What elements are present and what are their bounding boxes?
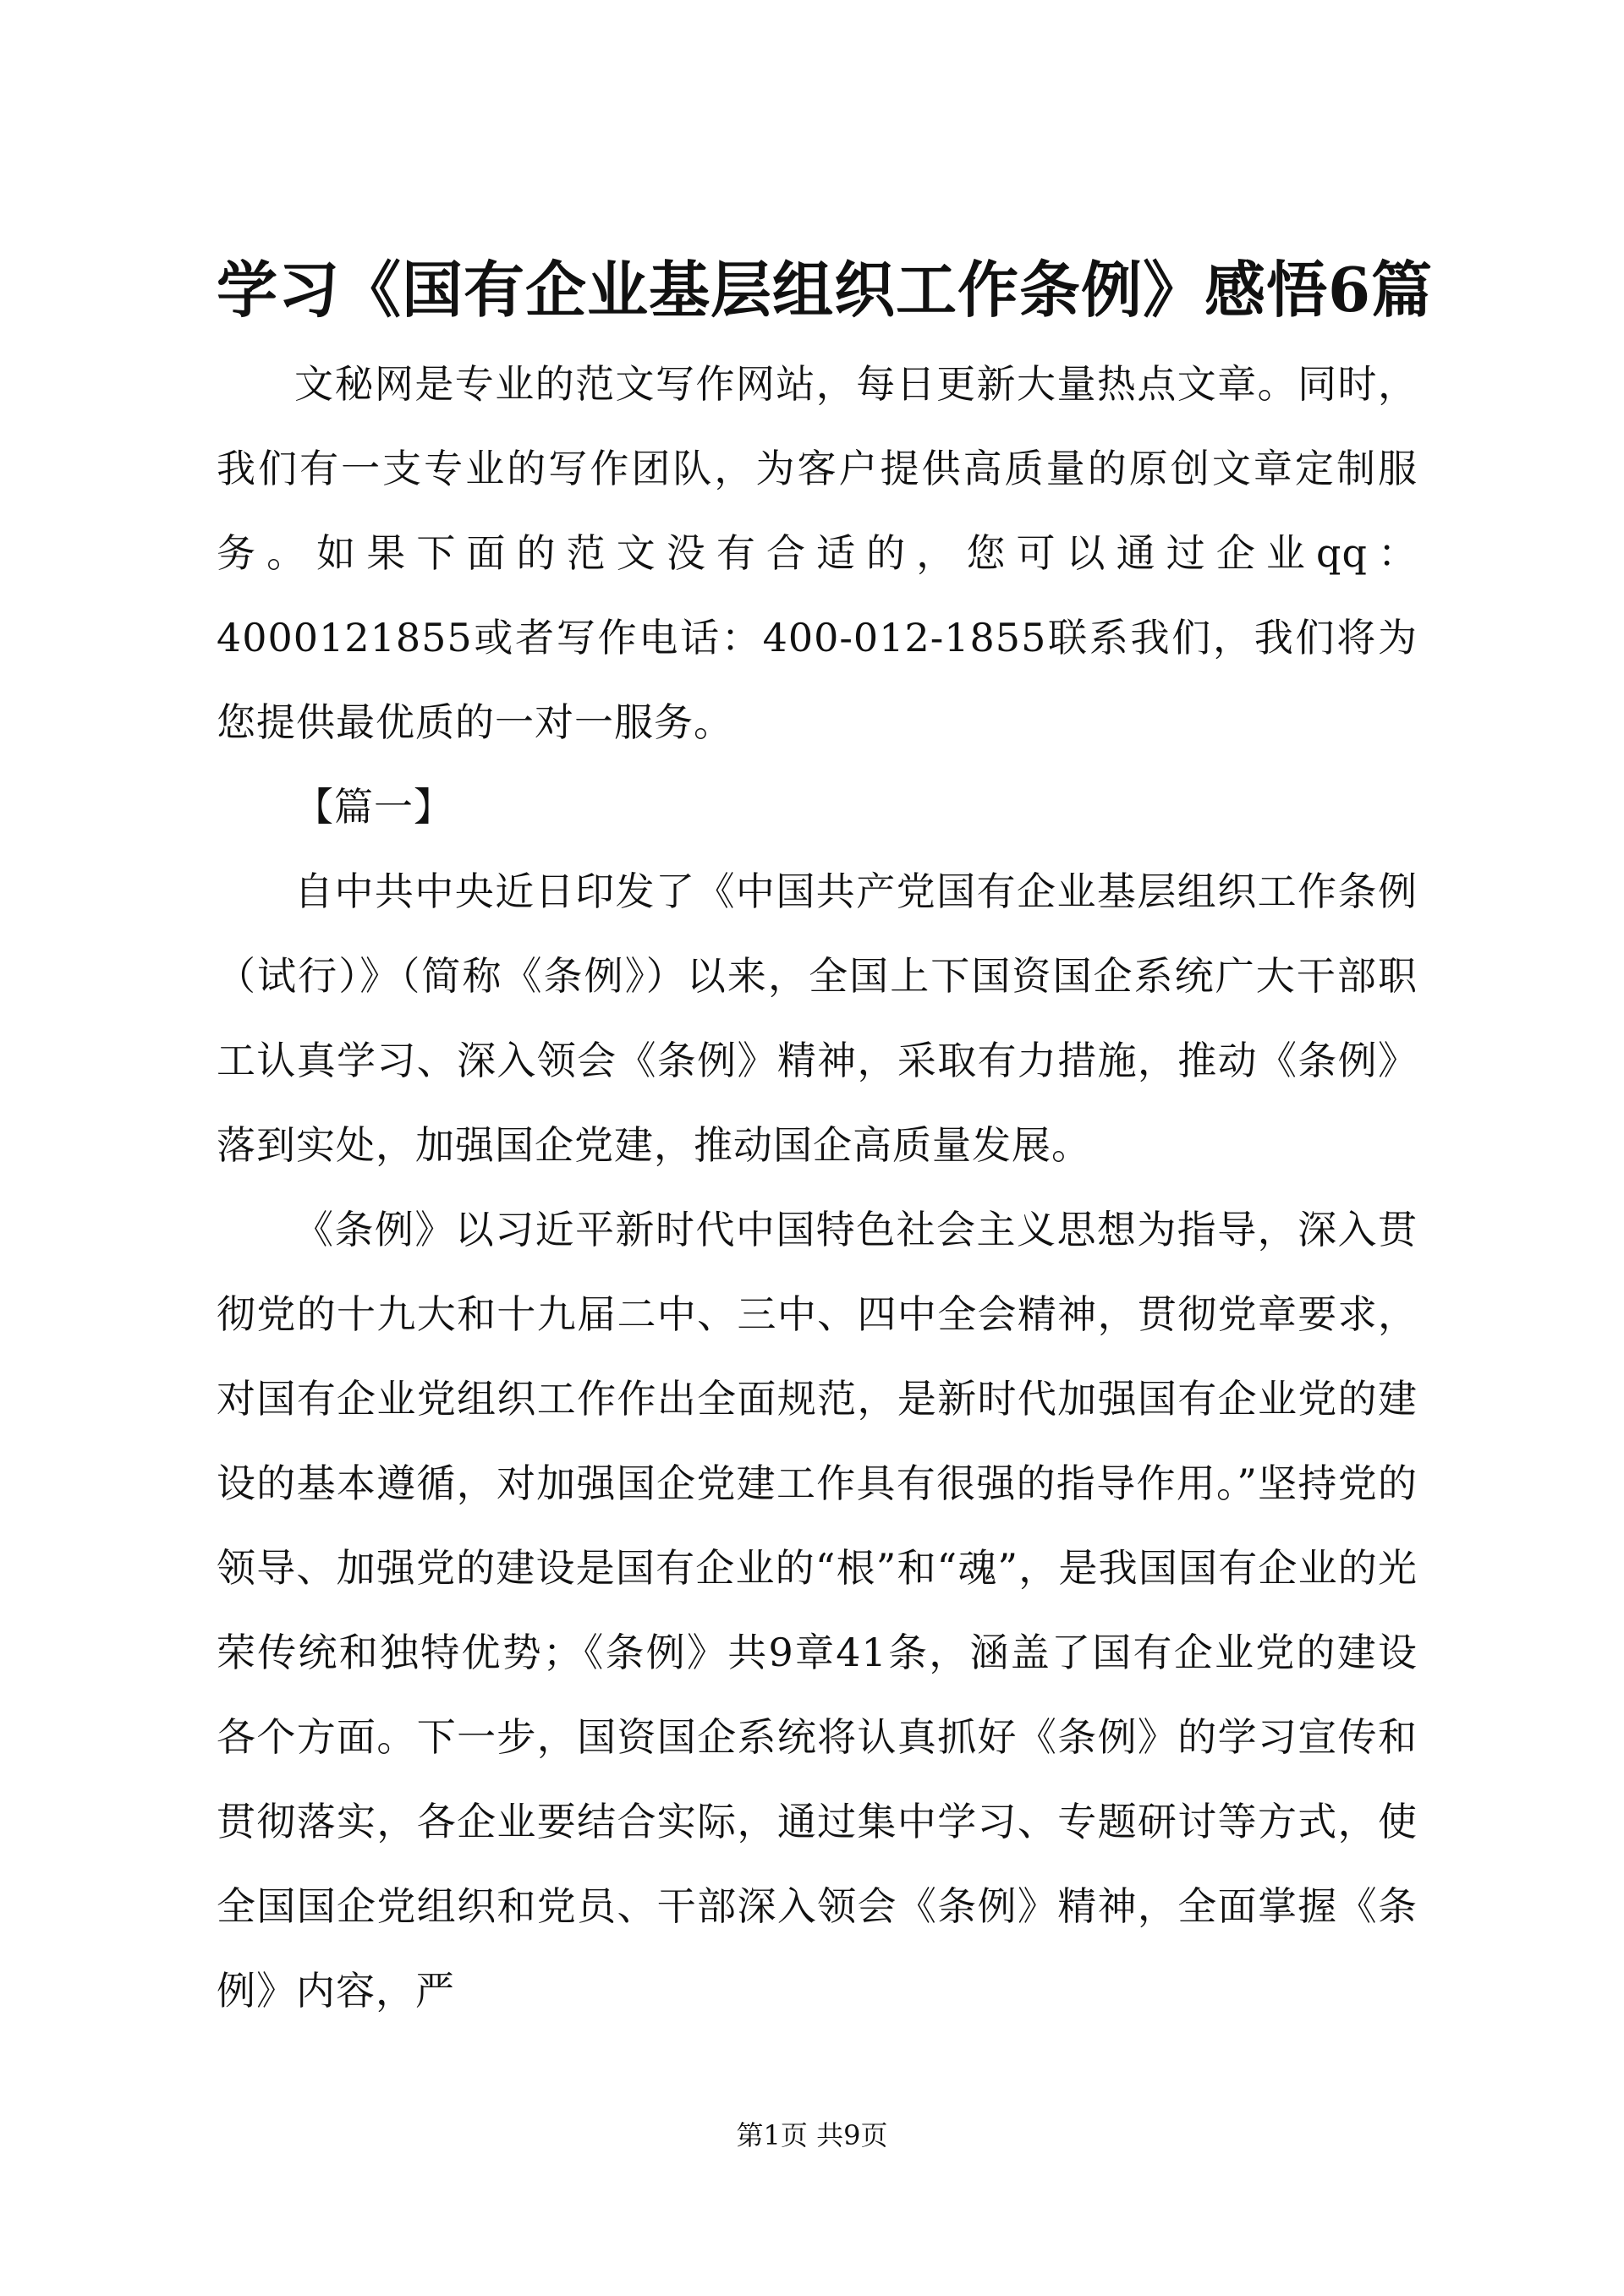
document-body: [217, 342, 1418, 2033]
body-paragraph: 《条例》以习近平新时代中国特色社会主义思想为指导，深入贯彻党的十九大和十九届二中、三中、四中全会精神，贯彻党章要求，对国有企业党组织工作作出全面规范，是新时代加强国有企业党的建设的基本遵循，对加强国企党建工作具有很强的指导作用。”坚持党的领导、加强党的建设是国有企业的“根”和“魂”，是我国国有企业的光荣传统和独特优势；《条例》共9章41条，涵盖了国有企业党的建设各个方面。下一步，国资国企系统将认真抓好《条例》的学习宣传和贯彻落实，各企业要结合实际，通过集中学习、专题研讨等方式，使全国国企党组织和党员、干部深入领会《条例》精神，全面掌握《条例》内容，严: [217, 1207, 1418, 2014]
page-footer: 第1页 共9页: [736, 2119, 888, 2151]
intro-paragraph: 文秘网是专业的范文写作网站，每日更新大量热点文章。同时，我们有一支专业的写作团队，为客户提供高质量的原创文章定制服务。如果下面的范文没有合适的，您可以通过企业qq：4000121855或者写作电话：400-012-1855联系我们，我们将为您提供最优质的一对一服务。: [217, 361, 1418, 745]
body-paragraph: 自中共中央近日印发了《中国共产党国有企业基层组织工作条例（试行）》（简称《条例》）以来，全国上下国资国企系统广大干部职工认真学习、深入领会《条例》精神，采取有力措施，推动《条例》落到实处，加强国企党建，推动国企高质量发展。: [217, 869, 1418, 1168]
section-heading: 【篇一】: [294, 784, 453, 830]
document-title: 学习《国有企业基层组织工作条例》感悟6篇: [217, 254, 1434, 326]
